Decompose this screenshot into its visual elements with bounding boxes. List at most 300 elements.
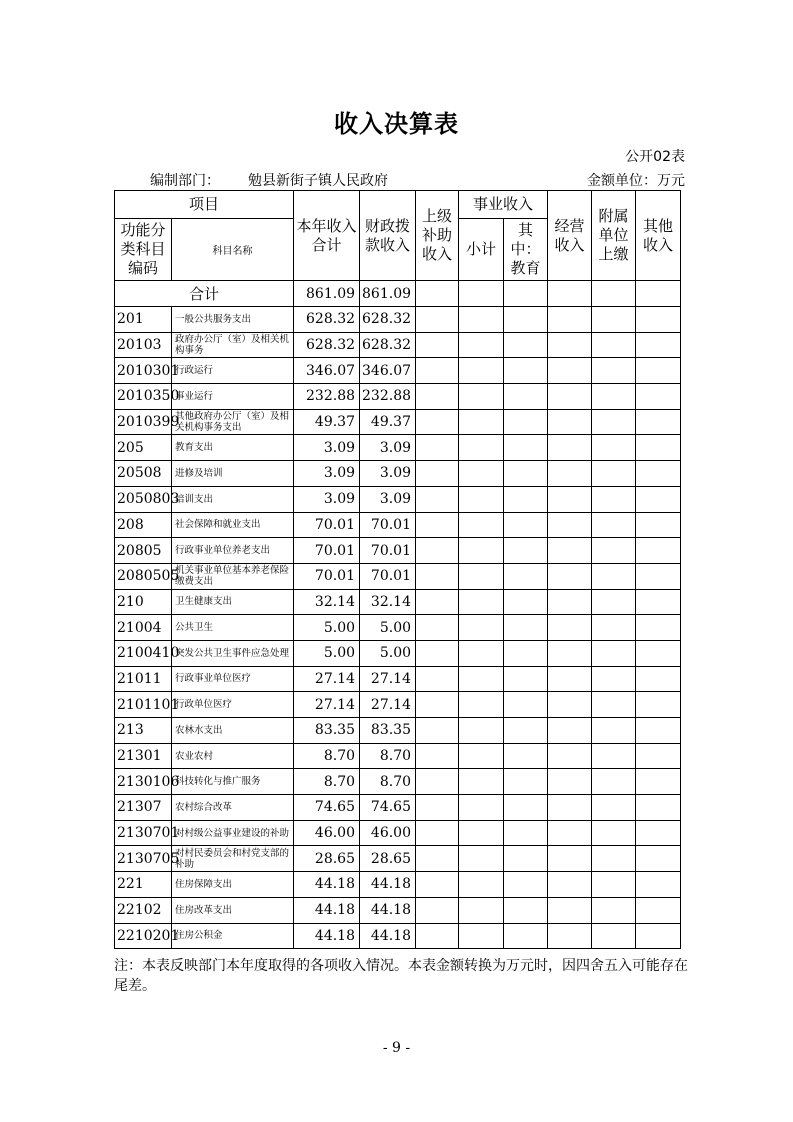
empty-cell: [592, 332, 636, 358]
row-code: 2010399: [115, 409, 172, 435]
row-fiscal-income: 83.35: [360, 718, 416, 744]
empty-cell: [459, 435, 504, 461]
header-affiliated-unit: 附属单位上缴: [592, 191, 636, 281]
row-fiscal-income: 46.00: [360, 820, 416, 846]
empty-cell: [459, 769, 504, 795]
row-annual-income: 49.37: [294, 409, 360, 435]
row-code: 208: [115, 512, 172, 538]
empty-cell: [416, 461, 459, 487]
empty-cell: [592, 486, 636, 512]
empty-cell: [548, 384, 592, 410]
row-fiscal-income: 32.14: [360, 589, 416, 615]
empty-cell: [592, 435, 636, 461]
empty-cell: [504, 923, 548, 949]
row-annual-income: 3.09: [294, 435, 360, 461]
empty-cell: [459, 718, 504, 744]
row-code: 20103: [115, 332, 172, 358]
row-fiscal-income: 74.65: [360, 795, 416, 821]
table-row: [115, 769, 681, 795]
row-subject-name: 行政事业单位养老支出: [172, 538, 294, 564]
empty-cell: [416, 307, 459, 333]
empty-cell: [636, 640, 681, 666]
row-annual-income: 8.70: [294, 743, 360, 769]
empty-cell: [504, 332, 548, 358]
row-code: 2010301: [115, 358, 172, 384]
empty-cell: [548, 872, 592, 898]
row-subject-name: 公共卫生: [172, 615, 294, 641]
header-other-income: 其他收入: [636, 191, 681, 281]
row-annual-income: 44.18: [294, 872, 360, 898]
row-fiscal-income: 49.37: [360, 409, 416, 435]
empty-cell: [416, 384, 459, 410]
empty-cell: [548, 538, 592, 564]
empty-cell: [636, 358, 681, 384]
table-row: [115, 872, 681, 898]
row-annual-income: 70.01: [294, 512, 360, 538]
empty-cell: [548, 846, 592, 872]
table-row: [115, 795, 681, 821]
empty-cell: [504, 384, 548, 410]
row-subject-name: 其他政府办公厅（室）及相关机构事务支出: [172, 409, 294, 435]
empty-cell: [416, 640, 459, 666]
empty-cell: [504, 897, 548, 923]
empty-cell: [416, 538, 459, 564]
empty-cell: [548, 769, 592, 795]
row-subject-name: 农村综合改革: [172, 795, 294, 821]
row-fiscal-income: 3.09: [360, 486, 416, 512]
row-subject-name: 社会保障和就业支出: [172, 512, 294, 538]
row-fiscal-income: 44.18: [360, 897, 416, 923]
row-fiscal-income: 70.01: [360, 563, 416, 589]
empty-cell: [636, 718, 681, 744]
empty-cell: [592, 692, 636, 718]
total-row: [115, 281, 681, 307]
empty-cell: [592, 718, 636, 744]
empty-cell: [416, 512, 459, 538]
table-note: 注：本表反映部门本年度取得的各项收入情况。本表金额转换为万元时，因四舍五入可能存在尾差。: [114, 958, 688, 994]
empty-cell: [504, 769, 548, 795]
row-annual-income: 27.14: [294, 692, 360, 718]
table-row: [115, 820, 681, 846]
empty-cell: [592, 897, 636, 923]
empty-cell: [548, 307, 592, 333]
empty-cell: [416, 769, 459, 795]
row-code: 210: [115, 589, 172, 615]
row-fiscal-income: 232.88: [360, 384, 416, 410]
table-row: [115, 461, 681, 487]
empty-cell: [548, 820, 592, 846]
empty-cell: [548, 897, 592, 923]
empty-cell: [636, 666, 681, 692]
empty-cell: [636, 692, 681, 718]
table-row: [115, 640, 681, 666]
empty-cell: [416, 486, 459, 512]
amount-unit: 金额单位：万元: [587, 173, 685, 189]
row-subject-name: 行政事业单位医疗: [172, 666, 294, 692]
empty-cell: [504, 615, 548, 641]
empty-cell: [592, 538, 636, 564]
empty-cell: [548, 409, 592, 435]
header-business-income: 事业收入: [459, 191, 548, 219]
header-operating-income: 经营收入: [548, 191, 592, 281]
row-fiscal-income: 70.01: [360, 512, 416, 538]
empty-cell: [548, 486, 592, 512]
empty-cell: [548, 692, 592, 718]
empty-cell: [636, 589, 681, 615]
empty-cell: [548, 332, 592, 358]
empty-cell: [636, 897, 681, 923]
empty-cell: [592, 563, 636, 589]
row-fiscal-income: 8.70: [360, 743, 416, 769]
table-row: [115, 486, 681, 512]
empty-cell: [592, 769, 636, 795]
row-code: 20508: [115, 461, 172, 487]
row-fiscal-income: 628.32: [360, 332, 416, 358]
empty-cell: [416, 692, 459, 718]
row-subject-name: 住房保障支出: [172, 872, 294, 898]
total-label: 合计: [115, 281, 294, 307]
empty-cell: [504, 795, 548, 821]
row-subject-name: 事业运行: [172, 384, 294, 410]
empty-cell: [636, 743, 681, 769]
row-annual-income: 27.14: [294, 666, 360, 692]
empty-cell: [504, 872, 548, 898]
empty-cell: [416, 435, 459, 461]
row-annual-income: 32.14: [294, 589, 360, 615]
row-annual-income: 3.09: [294, 486, 360, 512]
empty-cell: [636, 307, 681, 333]
empty-cell: [504, 718, 548, 744]
table-row: [115, 615, 681, 641]
empty-cell: [548, 435, 592, 461]
empty-cell: [636, 872, 681, 898]
empty-cell: [548, 718, 592, 744]
row-annual-income: 74.65: [294, 795, 360, 821]
empty-cell: [459, 666, 504, 692]
empty-cell: [504, 435, 548, 461]
empty-cell: [459, 512, 504, 538]
table-row: [115, 897, 681, 923]
row-subject-name: 农业农村: [172, 743, 294, 769]
empty-cell: [504, 461, 548, 487]
row-annual-income: 8.70: [294, 769, 360, 795]
row-code: 213: [115, 718, 172, 744]
empty-cell: [459, 923, 504, 949]
empty-cell: [636, 486, 681, 512]
row-code: 21307: [115, 795, 172, 821]
table-row: [115, 923, 681, 949]
empty-cell: [504, 307, 548, 333]
empty-cell: [459, 332, 504, 358]
row-subject-name: 对村民委员会和村党支部的补助: [172, 846, 294, 872]
empty-cell: [636, 538, 681, 564]
empty-cell: [459, 872, 504, 898]
row-subject-name: 突发公共卫生事件应急处理: [172, 640, 294, 666]
empty-cell: [416, 615, 459, 641]
row-fiscal-income: 5.00: [360, 615, 416, 641]
empty-cell: [459, 358, 504, 384]
empty-cell: [548, 795, 592, 821]
empty-cell: [459, 538, 504, 564]
empty-cell: [459, 589, 504, 615]
row-subject-name: 行政单位医疗: [172, 692, 294, 718]
row-code: 22102: [115, 897, 172, 923]
row-subject-name: 进修及培训: [172, 461, 294, 487]
table-row: [115, 307, 681, 333]
empty-cell: [636, 795, 681, 821]
row-fiscal-income: 346.07: [360, 358, 416, 384]
empty-cell: [592, 640, 636, 666]
empty-cell: [548, 512, 592, 538]
empty-cell: [548, 666, 592, 692]
table-row: [115, 384, 681, 410]
row-annual-income: 3.09: [294, 461, 360, 487]
empty-cell: [416, 872, 459, 898]
department-value: 勉县新街子镇人民政府: [248, 173, 388, 189]
empty-cell: [636, 615, 681, 641]
row-subject-name: 住房公积金: [172, 923, 294, 949]
row-fiscal-income: 5.00: [360, 640, 416, 666]
row-fiscal-income: 44.18: [360, 923, 416, 949]
row-annual-income: 232.88: [294, 384, 360, 410]
empty-cell: [504, 409, 548, 435]
row-fiscal-income: 3.09: [360, 461, 416, 487]
empty-cell: [459, 563, 504, 589]
row-annual-income: 5.00: [294, 615, 360, 641]
empty-cell: [504, 358, 548, 384]
empty-cell: [504, 512, 548, 538]
empty-cell: [592, 307, 636, 333]
empty-cell: [592, 384, 636, 410]
table-row: [115, 666, 681, 692]
empty-cell: [504, 486, 548, 512]
table-row: [115, 718, 681, 744]
empty-cell: [504, 820, 548, 846]
row-fiscal-income: 27.14: [360, 666, 416, 692]
empty-cell: [504, 846, 548, 872]
header-annual-income: 本年收入合计: [294, 191, 360, 281]
row-fiscal-income: 28.65: [360, 846, 416, 872]
row-code: 205: [115, 435, 172, 461]
row-code: 2080505: [115, 563, 172, 589]
table-row: [115, 358, 681, 384]
empty-cell: [416, 563, 459, 589]
empty-cell: [636, 846, 681, 872]
table-row: [115, 743, 681, 769]
empty-cell: [504, 743, 548, 769]
page-number: - 9 -: [382, 1040, 411, 1056]
row-annual-income: 44.18: [294, 923, 360, 949]
table-row: [115, 435, 681, 461]
empty-cell: [416, 743, 459, 769]
empty-cell: [636, 512, 681, 538]
row-annual-income: 70.01: [294, 538, 360, 564]
row-fiscal-income: 44.18: [360, 872, 416, 898]
empty-cell: [592, 589, 636, 615]
table-row: [115, 563, 681, 589]
empty-cell: [636, 435, 681, 461]
row-subject-name: 农林水支出: [172, 718, 294, 744]
row-subject-name: 培训支出: [172, 486, 294, 512]
empty-cell: [592, 615, 636, 641]
row-code: 221: [115, 872, 172, 898]
header-project: 项目: [115, 191, 294, 219]
empty-cell: [592, 461, 636, 487]
empty-cell: [504, 538, 548, 564]
empty-cell: [548, 563, 592, 589]
empty-cell: [504, 589, 548, 615]
empty-cell: [636, 820, 681, 846]
row-code: 2130701: [115, 820, 172, 846]
empty-cell: [459, 820, 504, 846]
empty-cell: [504, 666, 548, 692]
empty-cell: [592, 923, 636, 949]
row-code: 2210201: [115, 923, 172, 949]
table-row: [115, 846, 681, 872]
empty-cell: [592, 666, 636, 692]
row-subject-name: 对村级公益事业建设的补助: [172, 820, 294, 846]
row-annual-income: 44.18: [294, 897, 360, 923]
row-fiscal-income: 628.32: [360, 307, 416, 333]
row-code: 2050803: [115, 486, 172, 512]
page-title: 收入决算表: [334, 110, 459, 138]
row-annual-income: 346.07: [294, 358, 360, 384]
empty-cell: [548, 358, 592, 384]
row-annual-income: 83.35: [294, 718, 360, 744]
empty-cell: [548, 615, 592, 641]
empty-cell: [416, 409, 459, 435]
row-subject-name: 卫生健康支出: [172, 589, 294, 615]
empty-cell: [416, 589, 459, 615]
empty-cell: [504, 640, 548, 666]
empty-cell: [416, 897, 459, 923]
header-fiscal-income: 财政拨款收入: [360, 191, 416, 281]
table-row: [115, 589, 681, 615]
table-row: [115, 409, 681, 435]
row-code: 21011: [115, 666, 172, 692]
empty-cell: [459, 640, 504, 666]
empty-cell: [592, 846, 636, 872]
row-annual-income: 70.01: [294, 563, 360, 589]
empty-cell: [636, 384, 681, 410]
row-fiscal-income: 70.01: [360, 538, 416, 564]
empty-cell: [592, 795, 636, 821]
total-fiscal: 861.09: [360, 281, 416, 307]
empty-cell: [416, 846, 459, 872]
row-code: 201: [115, 307, 172, 333]
table-row: [115, 538, 681, 564]
table-row: [115, 692, 681, 718]
empty-cell: [459, 795, 504, 821]
header-superior-subsidy: 上级补助收入: [416, 191, 459, 281]
table-row: [115, 332, 681, 358]
header-subject-name: 科目名称: [172, 219, 294, 281]
empty-cell: [416, 923, 459, 949]
empty-cell: [548, 461, 592, 487]
row-code: 20805: [115, 538, 172, 564]
empty-cell: [416, 718, 459, 744]
empty-cell: [592, 872, 636, 898]
empty-cell: [592, 409, 636, 435]
row-fiscal-income: 8.70: [360, 769, 416, 795]
row-subject-name: 教育支出: [172, 435, 294, 461]
row-annual-income: 46.00: [294, 820, 360, 846]
empty-cell: [504, 563, 548, 589]
empty-cell: [548, 743, 592, 769]
empty-cell: [636, 923, 681, 949]
row-annual-income: 628.32: [294, 332, 360, 358]
empty-cell: [459, 692, 504, 718]
empty-cell: [636, 409, 681, 435]
income-table: [114, 190, 681, 949]
row-subject-name: 住房改革支出: [172, 897, 294, 923]
row-code: 2130106: [115, 769, 172, 795]
row-subject-name: 一般公共服务支出: [172, 307, 294, 333]
header-subtotal: 小计: [459, 219, 504, 281]
empty-cell: [459, 897, 504, 923]
empty-cell: [459, 384, 504, 410]
total-annual: 861.09: [294, 281, 360, 307]
row-subject-name: 行政运行: [172, 358, 294, 384]
row-annual-income: 628.32: [294, 307, 360, 333]
empty-cell: [636, 563, 681, 589]
empty-cell: [548, 923, 592, 949]
empty-cell: [459, 615, 504, 641]
row-code: 21301: [115, 743, 172, 769]
empty-cell: [416, 795, 459, 821]
empty-cell: [416, 332, 459, 358]
row-subject-name: 科技转化与推广服务: [172, 769, 294, 795]
form-number: 公开02表: [625, 149, 685, 165]
department-line: [150, 170, 388, 190]
empty-cell: [459, 846, 504, 872]
row-code: 21004: [115, 615, 172, 641]
row-subject-name: 政府办公厅（室）及相关机构事务: [172, 332, 294, 358]
row-subject-name: 机关事业单位基本养老保险缴费支出: [172, 563, 294, 589]
row-annual-income: 28.65: [294, 846, 360, 872]
empty-cell: [459, 743, 504, 769]
empty-cell: [459, 461, 504, 487]
row-fiscal-income: 3.09: [360, 435, 416, 461]
row-annual-income: 5.00: [294, 640, 360, 666]
empty-cell: [592, 743, 636, 769]
row-code: 2130705: [115, 846, 172, 872]
row-code: 2101101: [115, 692, 172, 718]
empty-cell: [636, 769, 681, 795]
empty-cell: [592, 820, 636, 846]
empty-cell: [504, 692, 548, 718]
empty-cell: [459, 486, 504, 512]
empty-cell: [416, 820, 459, 846]
header-of-which-education: 其中：教育: [504, 219, 548, 281]
department-label: 编制部门：: [150, 173, 220, 189]
empty-cell: [592, 358, 636, 384]
empty-cell: [636, 461, 681, 487]
row-code: 2100410: [115, 640, 172, 666]
empty-cell: [416, 666, 459, 692]
empty-cell: [459, 307, 504, 333]
empty-cell: [459, 409, 504, 435]
row-fiscal-income: 27.14: [360, 692, 416, 718]
empty-cell: [548, 589, 592, 615]
empty-cell: [548, 640, 592, 666]
row-code: 2010350: [115, 384, 172, 410]
header-func-code: 功能分类科目编码: [115, 219, 172, 281]
table-row: [115, 512, 681, 538]
empty-cell: [592, 512, 636, 538]
empty-cell: [636, 332, 681, 358]
empty-cell: [416, 358, 459, 384]
